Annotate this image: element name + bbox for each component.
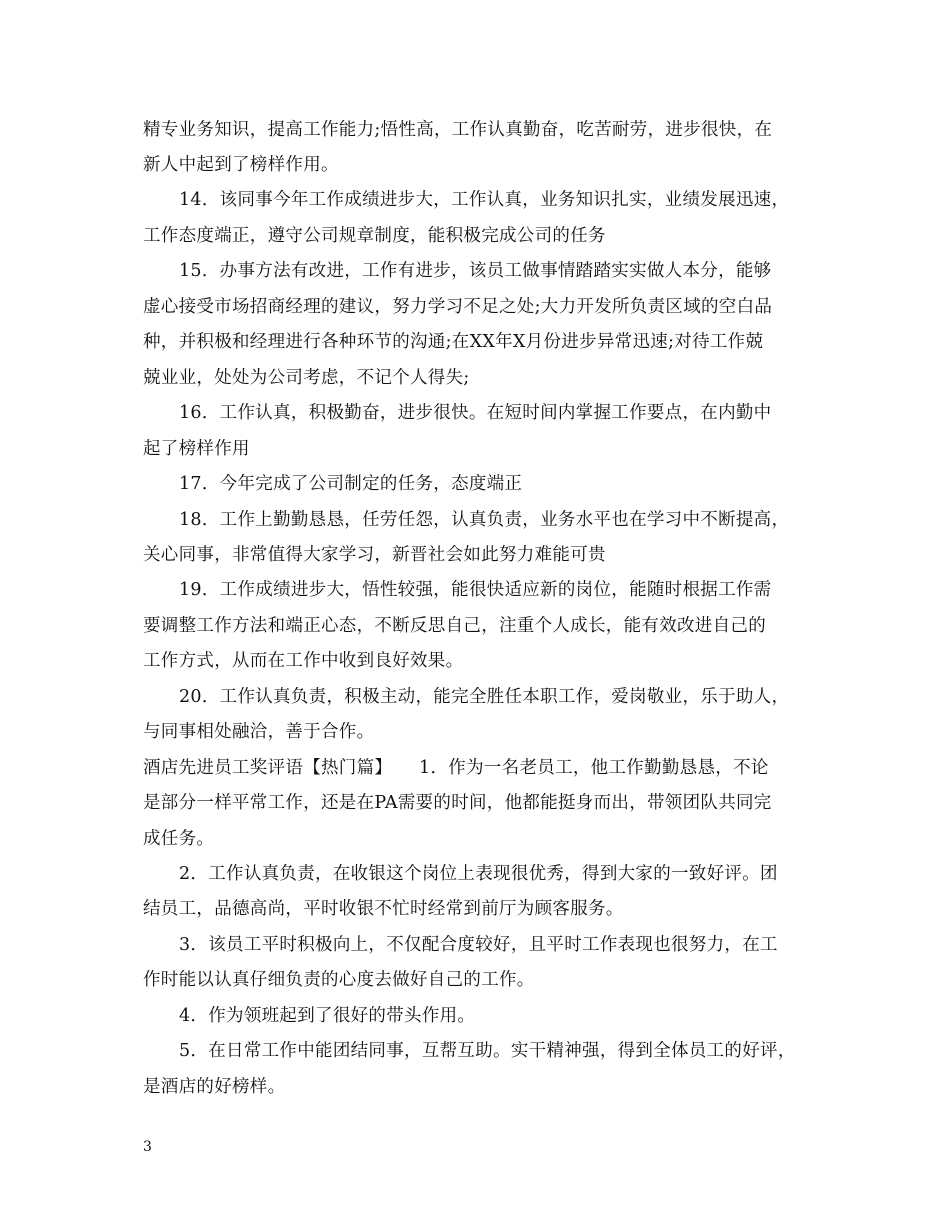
text-line: 工作态度端正，遵守公司规章制度，能积极完成公司的任务 xyxy=(143,226,606,246)
text-line: 起了榜样作用 xyxy=(143,439,250,459)
text-line: 4．作为领班起到了很好的带头作用。 xyxy=(179,1006,476,1026)
text-line: 工作方式，从而在工作中收到良好效果。 xyxy=(143,651,464,671)
text-line: 关心同事，非常值得大家学习，新晋社会如此努力难能可贵 xyxy=(143,545,606,565)
text-line: 要调整工作方法和端正心态，不断反思自己，注重个人成长，能有效改进自己的 xyxy=(143,616,766,636)
text-line: 兢业业，处处为公司考虑，不记个人得失; xyxy=(143,368,470,388)
text-line: 虚心接受市场招商经理的建议，努力学习不足之处;大力开发所负责区域的空白品 xyxy=(143,297,773,317)
page-number: 3 xyxy=(143,1139,152,1155)
text-line: 17．今年完成了公司制定的任务，态度端正 xyxy=(179,474,523,494)
text-line: 14．该同事今年工作成绩进步大，工作认真，业务知识扎实，业绩发展迅速， xyxy=(179,190,790,210)
text-line: 3．该员工平时积极向上，不仅配合度较好，且平时工作表现也很努力，在工 xyxy=(179,935,778,955)
text-line: 19．工作成绩进步大，悟性较强，能很快适应新的岗位，能随时根据工作需 xyxy=(179,580,772,600)
text-line: 2．工作认真负责，在收银这个岗位上表现很优秀，得到大家的一致好评。团 xyxy=(179,864,778,884)
section-heading-line: 酒店先进员工奖评语【热门篇】 1．作为一名老员工，他工作勤勤恳恳，不论 xyxy=(143,758,769,778)
text-line: 16．工作认真，积极勤奋，进步很快。在短时间内掌握工作要点，在内勤中 xyxy=(179,403,772,423)
text-line: 与同事相处融洽，善于合作。 xyxy=(143,722,375,742)
text-line: 是酒店的好榜样。 xyxy=(143,1077,286,1097)
text-line: 新人中起到了榜样作用。 xyxy=(143,155,339,175)
text-line: 成任务。 xyxy=(143,829,215,849)
text-line: 精专业务知识，提高工作能力;悟性高，工作认真勤奋，吃苦耐劳，进步很快，在 xyxy=(143,120,773,140)
text-line: 结员工，品德高尚，平时收银不忙时经常到前厅为顾客服务。 xyxy=(143,899,624,919)
text-line: 5．在日常工作中能团结同事，互帮互助。实干精神强，得到全体员工的好评， xyxy=(179,1041,796,1061)
text-line: 种，并积极和经理进行各种环节的沟通;在XX年X月份进步异常迅速;对待工作兢 xyxy=(143,332,764,352)
text-line: 是部分一样平常工作，还是在PA需要的时间，他都能挺身而出，带领团队共同完 xyxy=(143,793,772,813)
text-line: 20．工作认真负责，积极主动，能完全胜任本职工作，爱岗敬业，乐于助人， xyxy=(179,687,790,707)
text-line: 18．工作上勤勤恳恳，任劳任怨，认真负责，业务水平也在学习中不断提高， xyxy=(179,510,790,530)
text-line: 作时能以认真仔细负责的心度去做好自己的工作。 xyxy=(143,970,535,990)
text-line: 15．办事方法有改进，工作有进步，该员工做事情踏踏实实做人本分，能够 xyxy=(179,261,772,281)
